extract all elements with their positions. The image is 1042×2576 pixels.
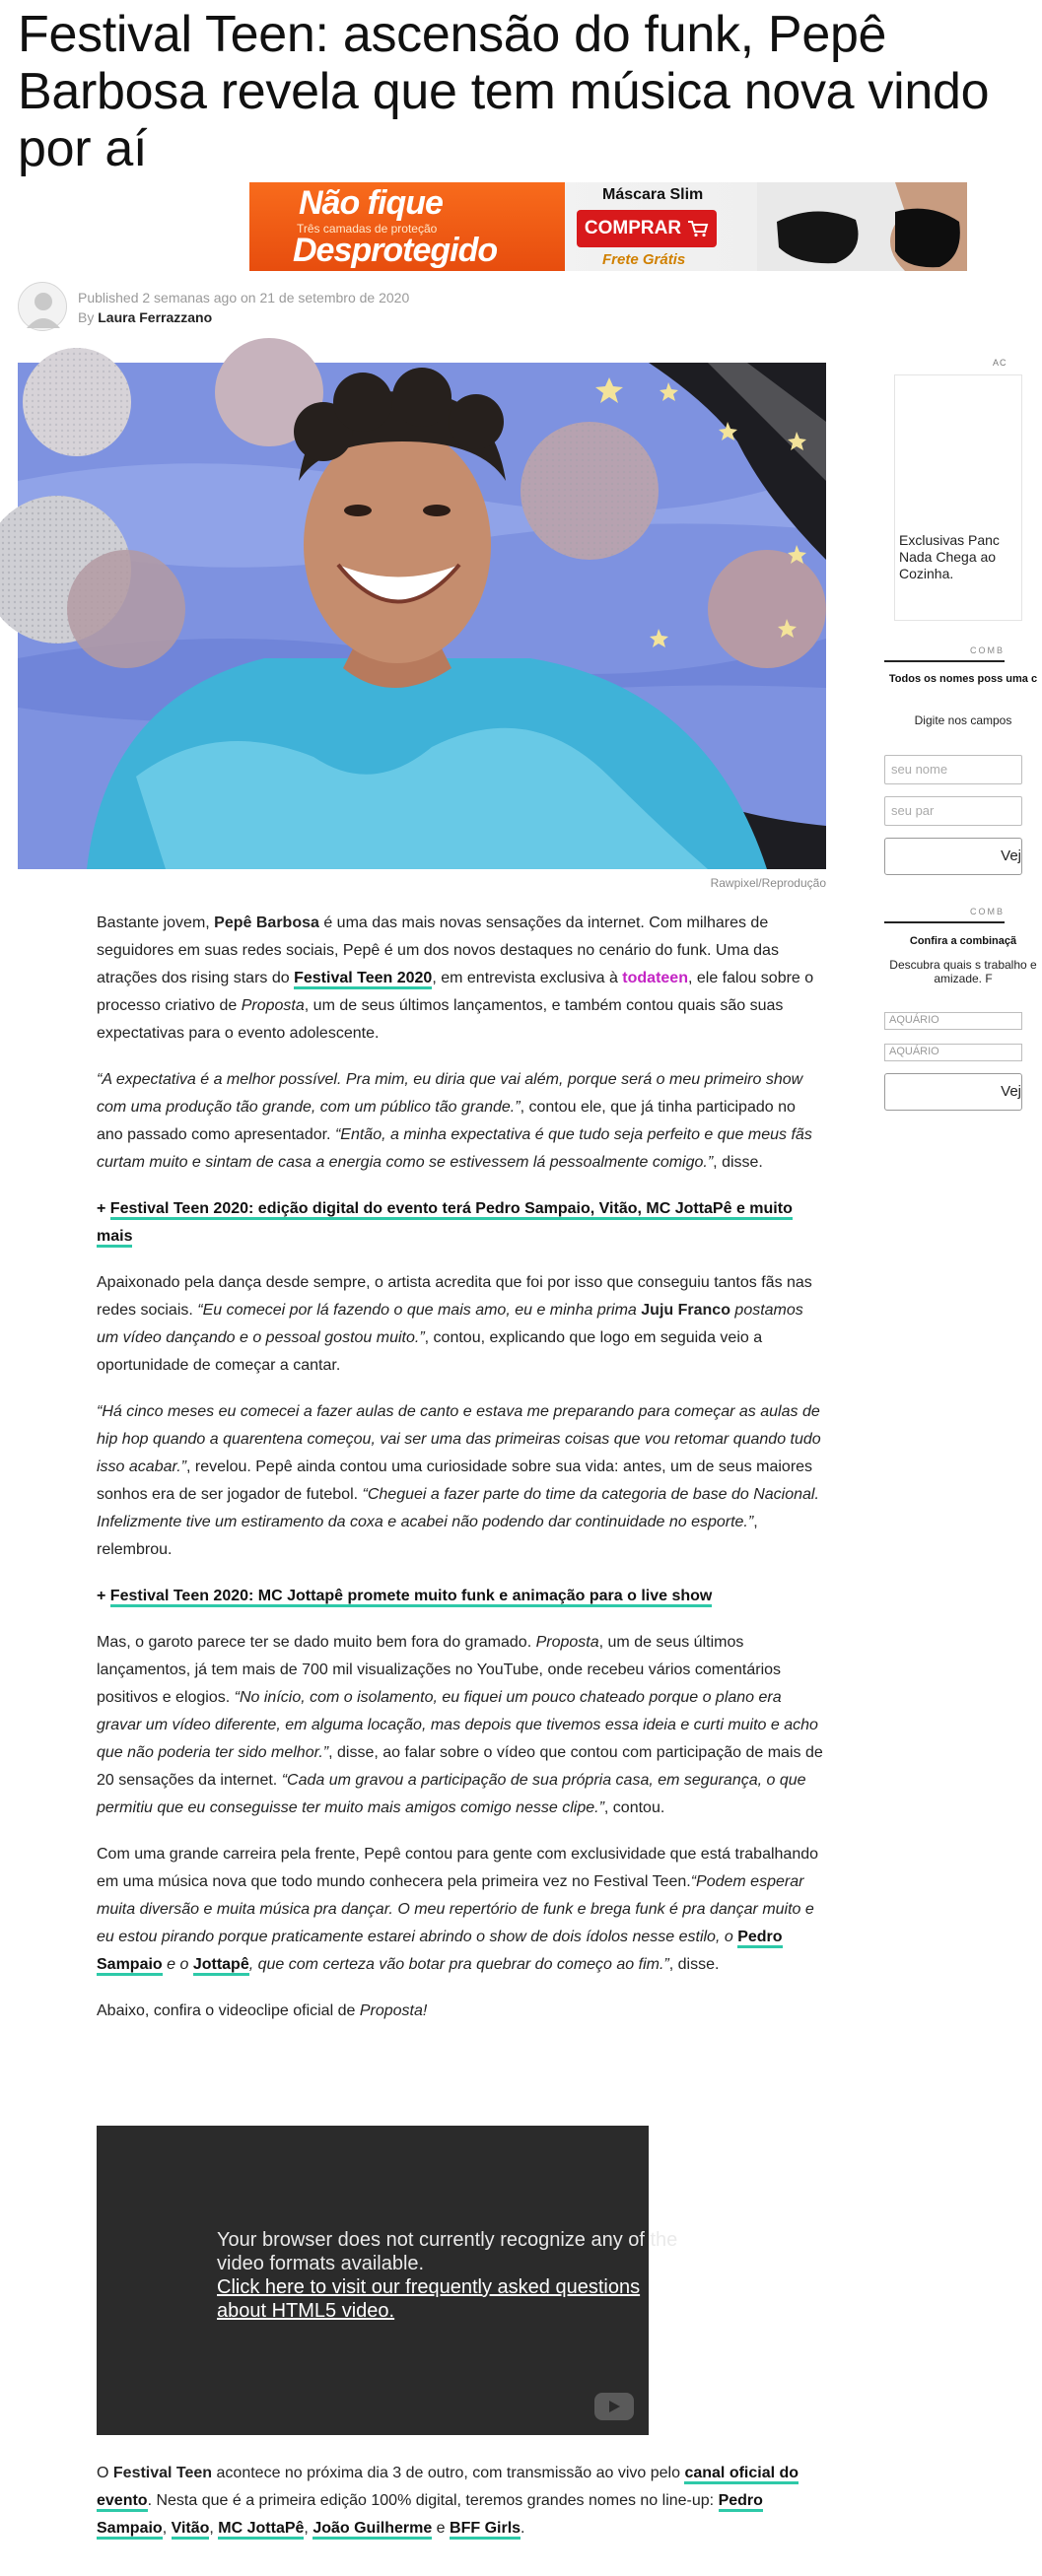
event-name: Festival Teen bbox=[112, 2465, 213, 2481]
text: , disse. bbox=[668, 1956, 720, 1973]
youtube-icon[interactable] bbox=[594, 2393, 634, 2420]
sidebar-ad-card[interactable] bbox=[894, 374, 1022, 621]
article-title: Festival Teen: ascensão do funk, Pepê Barbosa revela que tem música nova vindo por aí bbox=[18, 6, 990, 177]
song-title: Proposta! bbox=[359, 2002, 428, 2019]
divider bbox=[884, 921, 1005, 923]
pedro-sampaio-link[interactable]: Pedro Sampaio bbox=[97, 1929, 783, 1976]
divider bbox=[884, 660, 1005, 662]
song-title: Proposta bbox=[241, 997, 305, 1014]
sign-select-1[interactable]: AQUÁRIO bbox=[884, 1012, 1022, 1030]
quote: “Então, a minha expectativa é que tudo seja perfeito e que meus fãs curtam muito e sintam de casa a energia como se estivessem lá pessoalmente comigo.” bbox=[97, 1126, 812, 1171]
paragraph-4 bbox=[97, 1398, 826, 1564]
todateen-link[interactable]: todateen bbox=[622, 970, 688, 986]
related-link-2[interactable]: Festival Teen 2020: MC Jottapê promete muito funk e animação para o live show bbox=[110, 1588, 713, 1607]
ad-buy-label: COMPRAR bbox=[584, 218, 682, 238]
lineup-link-mc-jottape[interactable]: MC JottaPê bbox=[218, 2520, 304, 2540]
text: , disse. bbox=[713, 1154, 763, 1171]
image-caption: Rawpixel/Reprodução bbox=[710, 876, 826, 890]
sidebar-ad-label: AC bbox=[993, 358, 1007, 368]
text: , um de seus últimos lançamentos, e também contou quais são suas expectativas para o evento adolescente. bbox=[97, 997, 784, 1042]
by-prefix: By bbox=[78, 309, 95, 325]
separator: e bbox=[432, 2520, 451, 2537]
person-name: Juju Franco bbox=[641, 1302, 730, 1319]
ad-left-panel bbox=[249, 182, 565, 271]
artist-name: Pepê Barbosa bbox=[214, 915, 319, 931]
video-faq-link[interactable]: Click here to visit our frequently asked questions about HTML5 video. bbox=[217, 2276, 641, 2322]
paragraph-7 bbox=[97, 1998, 826, 2025]
text: , revelou. Pepê ainda contou uma curiosidade sobre sua vida: antes, um de seus maiores sonhos era de ser jogador de futebol. bbox=[97, 1458, 813, 1503]
text: é uma das mais novas sensações da internet. Com milhares de seguidores em suas redes sociais, Pepê é um dos novos destaques no cenário do funk. Uma das atrações dos rising stars do bbox=[97, 915, 779, 986]
ad-shipping: Frete Grátis bbox=[602, 251, 686, 268]
text: , contou, explicando que logo em seguida veio a oportunidade de começar a cantar. bbox=[97, 1329, 763, 1374]
related-link-1[interactable]: Festival Teen 2020: edição digital do evento terá Pedro Sampaio, Vitão, MC JottaPê e muito mais bbox=[97, 1200, 793, 1248]
quote: “Eu comecei por lá fazendo o que mais amo, eu e minha prima bbox=[197, 1302, 642, 1319]
text: , um de seus últimos lançamentos, já tem mais de 700 mil visualizações no YouTube, onde recebeu vários comentários positivos e elogios. bbox=[97, 1634, 782, 1706]
combo-widget-1-title: Todos os nomes poss uma c bbox=[888, 673, 1038, 685]
paragraph-5 bbox=[97, 1629, 826, 1822]
paragraph-1 bbox=[97, 910, 826, 1048]
separator: , bbox=[209, 2520, 219, 2537]
hero-image bbox=[18, 363, 826, 869]
quote: “Podem esperar muita diversão e muita música pra dançar. O meu repertório de funk e brega funk é pra dançar muito e eu estou pirando porque praticamente estarei abrindo o show de dois ídolos nesse estilo, o bbox=[97, 1873, 814, 1945]
combo-widget-1-heading: COMB bbox=[970, 645, 1005, 655]
quote: “Cheguei a fazer parte do time da categoria de base do Nacional. Infelizmente tive um estiramento da coxa e acabei não podendo dar continuidade no esporte.” bbox=[97, 1486, 819, 1530]
text: Com uma grande carreira pela frente, Pepê contou para gente com exclusividade que está trabalhando em uma música nova que todo mundo conhecera pela primeira vez no Festival Teen. bbox=[97, 1846, 819, 1890]
video-player[interactable] bbox=[97, 2126, 678, 2435]
lineup-link-joao-guilherme[interactable]: João Guilherme bbox=[313, 2520, 432, 2540]
partner-input[interactable]: seu par bbox=[884, 796, 1022, 826]
ad-subline: Três camadas de proteção bbox=[297, 222, 438, 236]
text: , contou ele, que já tinha participado no ano passado como apresentador. bbox=[97, 1099, 796, 1143]
text: . bbox=[521, 2520, 525, 2537]
related-article-2 bbox=[97, 1583, 826, 1610]
text: , em entrevista exclusiva à bbox=[432, 970, 623, 986]
text: , disse, ao falar sobre o vídeo que contou com participação de mais de 20 sensações da internet. bbox=[97, 1744, 823, 1789]
quote: postamos um vídeo dançando e o pessoal gostou muito.” bbox=[97, 1302, 803, 1346]
see-button-2[interactable]: Vej bbox=[884, 1073, 1022, 1111]
separator: , bbox=[304, 2520, 313, 2537]
sidebar bbox=[884, 0, 1038, 2576]
quote: “No início, com o isolamento, eu fiquei um pouco chateado porque o plano era gravar um vídeo diferente, em alguma locação, mas depois que tivemos essa ideia e curti muito e acho que não poderia ter sido melhor.” bbox=[97, 1689, 818, 1761]
quote: “Cada um gravou a participação de sua própria casa, em segurança, o que permitiu que eu conseguisse ter muito mais amigos comigo nesse clipe.” bbox=[97, 1772, 806, 1816]
festival-teen-link[interactable]: Festival Teen 2020 bbox=[294, 970, 432, 989]
article-body bbox=[97, 910, 826, 2044]
video-message: Your browser does not currently recognize any of the video formats available. bbox=[217, 2229, 678, 2274]
lineup-link-pedro-sampaio[interactable]: Pedro Sampaio bbox=[97, 2492, 763, 2540]
text: Mas, o garoto parece ter se dado muito bem fora do gramado. bbox=[97, 1634, 536, 1651]
author-name[interactable]: Laura Ferrazzano bbox=[98, 309, 213, 325]
text: Abaixo, confira o videoclipe oficial de bbox=[97, 2002, 360, 2019]
sign-select-2[interactable]: AQUÁRIO bbox=[884, 1044, 1022, 1061]
text: , relembrou. bbox=[97, 1514, 758, 1558]
video-fallback-message bbox=[217, 2228, 690, 2323]
lineup-link-bff-girls[interactable]: BFF Girls bbox=[450, 2520, 521, 2540]
combo-widget-2-heading: COMB bbox=[970, 907, 1005, 916]
combo-widget-1-hint: Digite nos campos bbox=[914, 713, 1012, 727]
ad-banner[interactable] bbox=[249, 182, 967, 271]
sidebar-ad-text[interactable]: Exclusivas Panc Nada Chega ao Cozinha. bbox=[899, 532, 1000, 581]
related-article-1 bbox=[97, 1195, 826, 1251]
quote: e o bbox=[162, 1956, 193, 1973]
combo-widget-2-title: Confira a combinaçã bbox=[909, 935, 1017, 947]
paragraph-8 bbox=[97, 2460, 826, 2542]
text: acontece no próxima dia 3 de outro, com transmissão ao vivo pelo bbox=[212, 2465, 685, 2481]
official-channel-link[interactable]: canal oficial do evento bbox=[97, 2465, 799, 2512]
ad-headline-2: Desprotegido bbox=[293, 232, 498, 269]
plus-icon: + bbox=[97, 1588, 110, 1604]
name-input[interactable]: seu nome bbox=[884, 755, 1022, 784]
user-icon bbox=[19, 283, 68, 332]
published-date: Published 2 semanas ago on 21 de setembro de 2020 bbox=[78, 290, 410, 305]
play-icon bbox=[606, 2400, 622, 2413]
ad-product-name: Máscara Slim bbox=[602, 186, 704, 203]
quote: , que com certeza vão botar pra quebrar do começo ao fim.” bbox=[248, 1956, 669, 1973]
plus-icon: + bbox=[97, 1200, 110, 1217]
separator: , bbox=[162, 2520, 172, 2537]
author-line bbox=[78, 309, 212, 325]
paragraph-6 bbox=[97, 1841, 826, 1979]
combo-widget-2-hint: Descubra quais s trabalho e amizade. F bbox=[889, 958, 1037, 985]
see-button-1[interactable]: Vej bbox=[884, 838, 1022, 875]
text: . Nesta que é a primeira edição 100% digital, teremos grandes nomes no line-up: bbox=[147, 2492, 719, 2509]
text: , contou. bbox=[603, 1799, 665, 1816]
text: O bbox=[97, 2465, 113, 2481]
ad-buy-button[interactable] bbox=[577, 210, 717, 247]
quote: “A expectativa é a melhor possível. Pra mim, eu diria que vai além, porque será o meu primeiro show com uma produção tão grande, com um público tão grande.” bbox=[97, 1071, 803, 1116]
text: Bastante jovem, bbox=[97, 915, 215, 931]
ad-headline: Não fique bbox=[299, 184, 443, 222]
paragraph-3 bbox=[97, 1269, 826, 1380]
song-title: Proposta bbox=[535, 1634, 599, 1651]
text: Apaixonado pela dança desde sempre, o artista acredita que foi por isso que conseguiu tantos fãs nas redes sociais. bbox=[97, 1274, 812, 1319]
lineup-link-vitao[interactable]: Vitão bbox=[172, 2520, 210, 2540]
quote: “Há cinco meses eu comecei a fazer aulas de canto e estava me preparando para começar as aulas de hip hop quando a quarentena começou, vai ser uma das primeiras coisas que vou retomar quando tudo isso acabar.” bbox=[97, 1403, 821, 1475]
paragraph-2 bbox=[97, 1066, 826, 1177]
text: , ele falou sobre o processo criativo de bbox=[97, 970, 814, 1014]
jottape-link[interactable]: Jottapê bbox=[193, 1956, 249, 1976]
cart-icon bbox=[687, 220, 709, 237]
author-avatar[interactable] bbox=[18, 282, 67, 331]
